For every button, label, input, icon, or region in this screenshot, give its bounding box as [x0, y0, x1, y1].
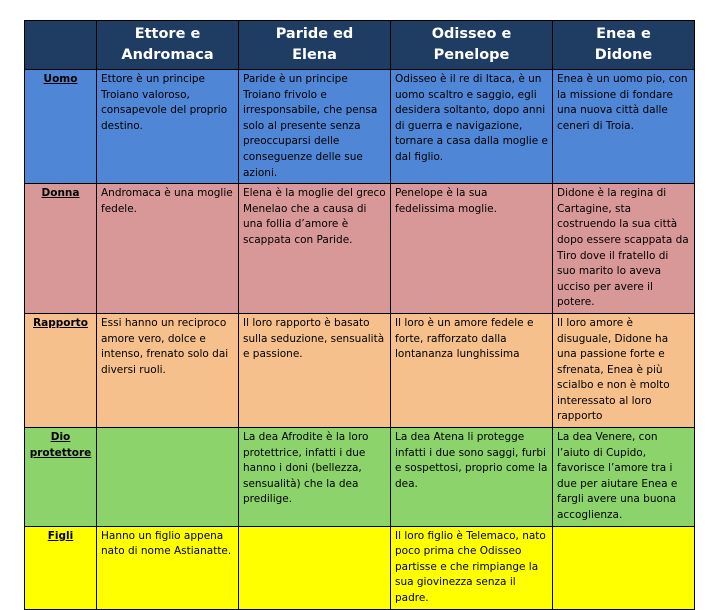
- row-label-donna: Donna: [25, 184, 97, 314]
- comparison-table: [24, 20, 695, 610]
- table-cell: Ettore è un principe Troiano valoroso, consapevole del proprio destino.: [97, 70, 239, 184]
- table-cell: Il loro rapporto è basato sulla seduzione, sensualità e passione.: [239, 313, 391, 427]
- table-cell: La dea Venere, con l’aiuto di Cupido, favorisce l’amore tra i due per aiutare Enea e fargli avere una buona accoglienza.: [553, 428, 695, 527]
- table-cell: Il loro è un amore fedele e forte, rafforzato dalla lontananza lunghissima: [391, 313, 553, 427]
- table-cell: [239, 526, 391, 609]
- table-cell: Elena è la moglie del greco Menelao che a causa di una follia d’amore è scappata con Paride.: [239, 184, 391, 314]
- table-cell: Andromaca è una moglie fedele.: [97, 184, 239, 314]
- row-label-figli: Figli: [25, 526, 97, 609]
- table-row-uomo: [25, 70, 695, 184]
- table-cell: Odisseo è il re di Itaca, è un uomo scaltro e saggio, egli desidera soltanto, dopo anni di guerra e navigazione, tornare a casa dalla moglie e dal figlio.: [391, 70, 553, 184]
- table-cell: Il loro figlio è Telemaco, nato poco prima che Odisseo partisse e che rimpiange la sua giovinezza senza il padre.: [391, 526, 553, 609]
- header-enea-didone: [553, 21, 695, 70]
- table-cell: La dea Afrodite è la loro protettrice, infatti i due hanno i doni (bellezza, sensualità) che la dea predilige.: [239, 428, 391, 527]
- comparison-table-wrapper: [24, 20, 695, 610]
- header-label: Ettore e Andromaca: [121, 26, 214, 63]
- table-row-rapporto: [25, 313, 695, 427]
- table-cell: Penelope è la sua fedelissima moglie.: [391, 184, 553, 314]
- header-odisseo-penelope: [391, 21, 553, 70]
- header-row: [25, 21, 695, 70]
- row-label-dio-protettore: Dio protettore: [25, 428, 97, 527]
- table-cell: [553, 526, 695, 609]
- table-cell: Paride è un principe Troiano frivolo e irresponsabile, che pensa solo al presente senza preoccuparsi delle conseguenze delle sue azioni.: [239, 70, 391, 184]
- header-label: Paride ed Elena: [275, 26, 354, 63]
- row-label-uomo: Uomo: [25, 70, 97, 184]
- header-paride-elena: [239, 21, 391, 70]
- header-corner: [25, 21, 97, 70]
- table-cell: Hanno un figlio appena nato di nome Astianatte.: [97, 526, 239, 609]
- header-label: Enea e Didone: [594, 26, 653, 63]
- table-row-figli: [25, 526, 695, 609]
- table-cell: La dea Atena li protegge infatti i due sono saggi, furbi e sospettosi, proprio come la dea.: [391, 428, 553, 527]
- table-cell: Enea è un uomo pio, con la missione di fondare una nuova città dalle ceneri di Troia.: [553, 70, 695, 184]
- table-cell: Didone è la regina di Cartagine, sta costruendo la sua città dopo essere scappata da Tiro dove il fratello di suo marito lo aveva ucciso per avere il potere.: [553, 184, 695, 314]
- row-label-rapporto: Rapporto: [25, 313, 97, 427]
- table-row-dio-protettore: [25, 428, 695, 527]
- table-row-donna: [25, 184, 695, 314]
- table-cell: Essi hanno un reciproco amore vero, dolce e intenso, frenato solo dai diversi ruoli.: [97, 313, 239, 427]
- header-label: Odisseo e Penelope: [431, 26, 512, 63]
- header-ettore-andromaca: [97, 21, 239, 70]
- table-cell: Il loro amore è disuguale, Didone ha una passione forte e sfrenata, Enea è più scialbo e non è molto interessato al loro rapporto: [553, 313, 695, 427]
- table-cell: [97, 428, 239, 527]
